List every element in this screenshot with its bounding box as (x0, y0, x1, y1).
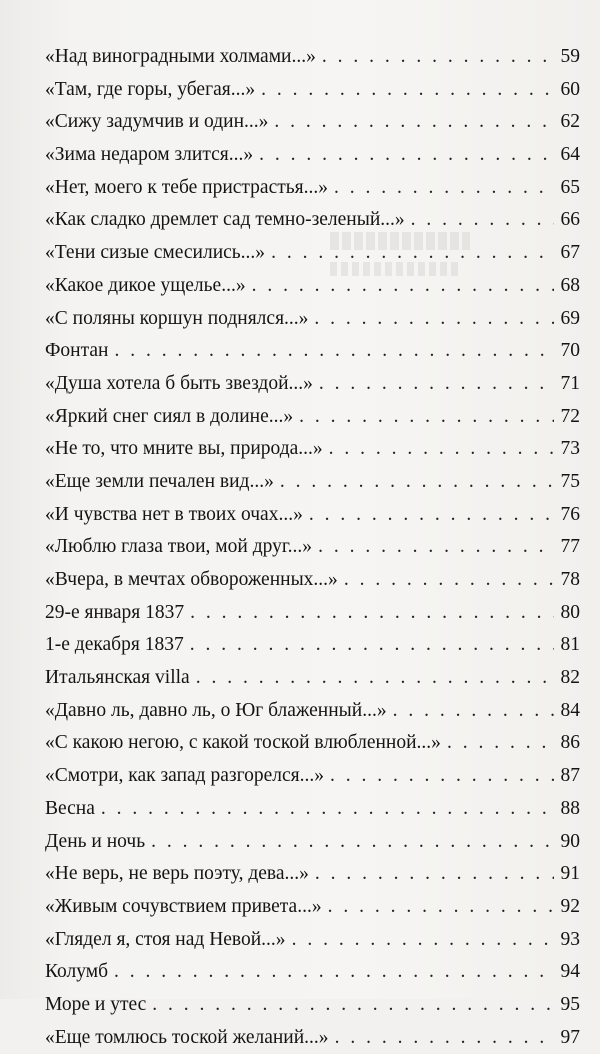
toc-entry (45, 204, 580, 237)
toc-entry-page-number: 64 (560, 144, 580, 166)
dot-leader (261, 74, 554, 107)
toc-entry-title: «Не то, что мните вы, природа...» (45, 438, 323, 460)
dot-leader (151, 826, 554, 859)
dot-leader (309, 499, 554, 532)
toc-entry-title: «Над виноградными холмами...» (45, 46, 316, 67)
toc-entry (45, 172, 580, 205)
toc-entry-page-number: 73 (560, 438, 580, 460)
toc-entry (45, 760, 580, 793)
toc-entry-title: «Смотри, как запад разгорелся...» (45, 765, 324, 787)
toc-entry-page-number: 80 (560, 601, 580, 623)
toc-entry-title: «Яркий снег сиял в долине...» (45, 405, 294, 427)
toc-entry (45, 237, 580, 270)
toc-entry (45, 629, 580, 662)
dot-leader (292, 924, 554, 957)
toc-entry-page-number: 72 (560, 405, 580, 427)
toc-entry (45, 106, 580, 139)
toc-entry-title: Фонтан (45, 340, 109, 362)
toc-entry (45, 695, 580, 728)
toc-entry (45, 531, 580, 564)
toc-entry-page-number: 81 (560, 634, 580, 656)
toc-entry (45, 270, 580, 303)
dot-leader (329, 433, 554, 466)
toc-entry (45, 335, 580, 368)
toc-entry-page-number: 68 (560, 274, 580, 296)
dot-leader (318, 531, 554, 564)
toc-entry-title: 1-е декабря 1837 (45, 634, 184, 656)
toc-entry-title: «С поляны коршун поднялся...» (45, 307, 309, 329)
dot-leader (334, 172, 554, 205)
dot-leader (319, 368, 554, 401)
toc-entry (45, 303, 580, 336)
toc-entry (45, 924, 580, 957)
toc-entry (45, 74, 580, 107)
dot-leader (335, 1022, 554, 1054)
toc-entry-title: «Душа хотела б быть звездой...» (45, 372, 313, 394)
toc-entry-title: «С какою негою, с какой тоской влюбленной...» (45, 732, 441, 754)
dot-leader (190, 597, 554, 630)
dot-leader (299, 401, 554, 434)
toc-entry-title: Итальянская villa (45, 667, 190, 689)
table-of-contents (45, 41, 580, 1054)
dot-leader (314, 303, 554, 336)
dot-leader (114, 335, 554, 368)
toc-entry (45, 466, 580, 499)
toc-entry (45, 41, 580, 74)
toc-entry-page-number: 84 (560, 699, 580, 721)
dot-leader (252, 270, 554, 303)
toc-entry (45, 956, 580, 989)
toc-entry-page-number: 93 (560, 928, 580, 950)
dot-leader (393, 695, 554, 728)
toc-entry (45, 662, 580, 695)
toc-entry-title: «Глядел я, стоя над Невой...» (45, 928, 286, 950)
toc-entry (45, 433, 580, 466)
toc-entry-page-number: 95 (560, 993, 580, 1015)
dot-leader (280, 466, 554, 499)
toc-entry-page-number: 88 (560, 797, 580, 819)
dot-leader (271, 237, 554, 270)
toc-entry (45, 891, 580, 924)
dot-leader (259, 139, 554, 172)
toc-entry-page-number: 71 (560, 372, 580, 394)
toc-entry-title: «Зима недаром злится...» (45, 144, 254, 166)
toc-entry (45, 989, 580, 1022)
dot-leader (328, 891, 554, 924)
toc-entry-title: «Еще земли печален вид...» (45, 470, 274, 492)
toc-entry-page-number: 78 (560, 569, 580, 590)
toc-entry-title: «Какое дикое ущелье...» (45, 274, 246, 296)
toc-entry-title: 29-е января 1837 (45, 601, 185, 623)
dot-leader (330, 760, 554, 793)
toc-entry-title: «Там, где горы, убегая...» (45, 78, 256, 100)
toc-entry-title: «Живым сочувствием привета...» (45, 895, 322, 917)
toc-entry-page-number: 66 (560, 209, 580, 231)
toc-entry-page-number: 67 (560, 242, 580, 264)
toc-entry-title: «Как сладко дремлет сад темно-зеленый...» (45, 209, 405, 231)
toc-entry (45, 597, 580, 630)
toc-entry-page-number: 82 (560, 667, 580, 689)
toc-entry-page-number: 62 (560, 111, 580, 133)
toc-entry-page-number: 65 (560, 176, 580, 198)
toc-entry (45, 368, 580, 401)
dot-leader (322, 41, 554, 74)
toc-entry-page-number: 91 (560, 863, 580, 885)
toc-entry (45, 499, 580, 532)
dot-leader (411, 204, 554, 237)
dot-leader (190, 629, 554, 662)
toc-entry (45, 564, 580, 597)
toc-entry-title: «Не верь, не верь поэту, дева...» (45, 863, 309, 885)
toc-entry-page-number: 90 (560, 830, 580, 852)
toc-entry-page-number: 75 (560, 470, 580, 492)
toc-entry-page-number: 86 (560, 732, 580, 754)
toc-entry-page-number: 69 (560, 307, 580, 329)
toc-entry-page-number: 60 (560, 78, 580, 100)
toc-entry-page-number: 59 (560, 46, 580, 67)
toc-entry-title: «Еще томлюсь тоской желаний...» (45, 1026, 329, 1048)
toc-entry (45, 826, 580, 859)
toc-entry-title: «И чувства нет в твоих очах...» (45, 503, 303, 525)
toc-entry (45, 793, 580, 826)
dot-leader (114, 956, 554, 989)
dot-leader (344, 564, 554, 597)
toc-entry-title: День и ночь (45, 830, 146, 852)
toc-entry-title: «Люблю глаза твои, мой друг...» (45, 536, 313, 558)
toc-entry-page-number: 77 (560, 536, 580, 558)
toc-entry-page-number: 76 (560, 503, 580, 525)
toc-entry-title: «Давно ль, давно ль, о Юг блаженный...» (45, 699, 387, 721)
toc-entry-page-number: 87 (560, 765, 580, 787)
toc-entry (45, 727, 580, 760)
toc-entry-page-number: 94 (560, 961, 580, 983)
toc-entry (45, 1022, 580, 1054)
toc-entry-title: «Тени сизые смесились...» (45, 242, 266, 264)
toc-entry (45, 401, 580, 434)
toc-entry-title: Море и утес (45, 993, 147, 1015)
dot-leader (447, 727, 554, 760)
toc-entry-page-number: 92 (560, 895, 580, 917)
toc-entry (45, 858, 580, 891)
toc-entry-title: «Сижу задумчив и один...» (45, 111, 269, 133)
dot-leader (101, 793, 554, 826)
toc-entry-page-number: 97 (560, 1026, 580, 1048)
toc-entry-title: «Нет, моего к тебе пристрастья...» (45, 176, 328, 198)
dot-leader (274, 106, 554, 139)
dot-leader (152, 989, 554, 1022)
toc-entry-title: «Вчера, в мечтах обвороженных...» (45, 569, 338, 590)
dot-leader (196, 662, 554, 695)
toc-entry-title: Весна (45, 797, 95, 819)
toc-entry-title: Колумб (45, 961, 109, 983)
toc-entry-page-number: 70 (560, 340, 580, 362)
dot-leader (315, 858, 554, 891)
toc-entry (45, 139, 580, 172)
